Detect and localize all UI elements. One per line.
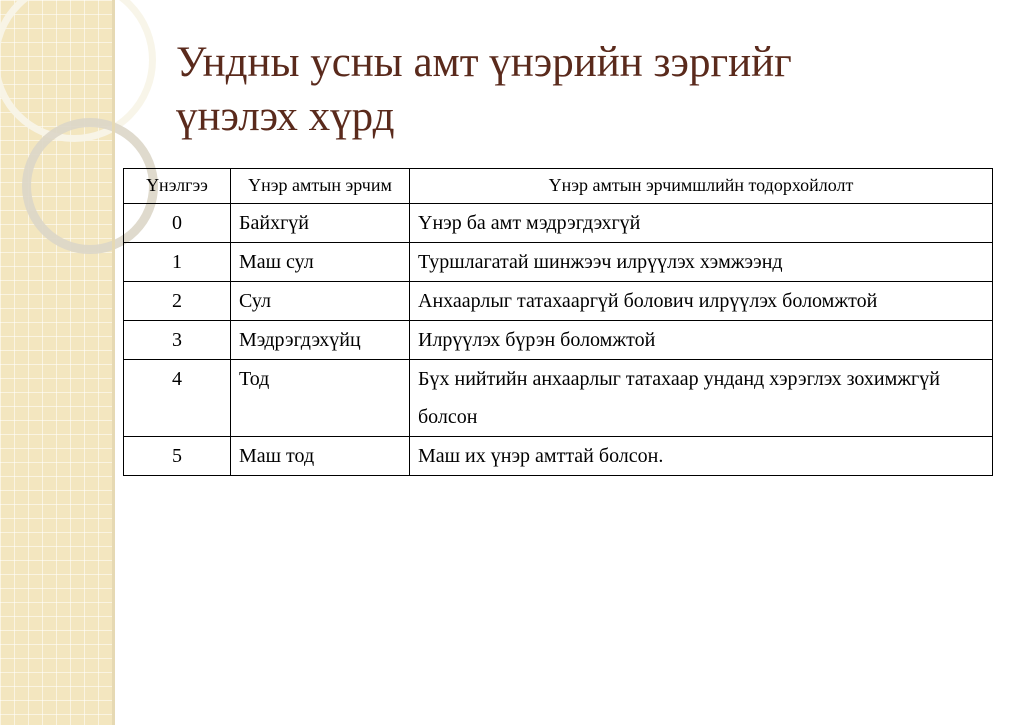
score-cell: 2 bbox=[124, 282, 231, 321]
description-cell: Анхаарлыг татахааргүй болович илрүүлэх боломжтой bbox=[410, 282, 993, 321]
intensity-cell: Байхгүй bbox=[231, 204, 410, 243]
score-cell: 4 bbox=[124, 360, 231, 437]
description-cell: Бүх нийтийн анхаарлыг татахаар унданд хэрэглэх зохимжгүй болсон bbox=[410, 360, 993, 437]
odor-taste-scale-table bbox=[123, 168, 993, 476]
score-cell: 0 bbox=[124, 204, 231, 243]
sidebar-edge bbox=[112, 0, 115, 725]
header-intensity: Үнэр амтын эрчим bbox=[231, 169, 410, 204]
intensity-cell: Маш сул bbox=[231, 243, 410, 282]
table-row bbox=[124, 243, 993, 282]
slide-title-line-1: Ундны усны амт үнэрийн зэргийг bbox=[176, 39, 792, 86]
table-row bbox=[124, 437, 993, 476]
table-row bbox=[124, 360, 993, 437]
intensity-cell: Маш тод bbox=[231, 437, 410, 476]
table-row bbox=[124, 282, 993, 321]
intensity-cell: Сул bbox=[231, 282, 410, 321]
description-cell: Маш их үнэр амттай болсон. bbox=[410, 437, 993, 476]
table-row bbox=[124, 321, 993, 360]
table-header-row bbox=[124, 169, 993, 204]
description-cell: Туршлагатай шинжээч илрүүлэх хэмжээнд bbox=[410, 243, 993, 282]
header-description: Үнэр амтын эрчимшлийн тодорхойлолт bbox=[410, 169, 993, 204]
score-cell: 3 bbox=[124, 321, 231, 360]
header-score: Үнэлгээ bbox=[124, 169, 231, 204]
description-cell: Үнэр ба амт мэдрэгдэхгүй bbox=[410, 204, 993, 243]
slide-title-line-2: үнэлэх хүрд bbox=[176, 93, 395, 140]
intensity-cell: Тод bbox=[231, 360, 410, 437]
score-cell: 5 bbox=[124, 437, 231, 476]
intensity-cell: Мэдрэгдэхүйц bbox=[231, 321, 410, 360]
table-row bbox=[124, 204, 993, 243]
description-cell: Илрүүлэх бүрэн боломжтой bbox=[410, 321, 993, 360]
decorative-sidebar bbox=[0, 0, 112, 725]
slide-title bbox=[176, 36, 976, 144]
score-cell: 1 bbox=[124, 243, 231, 282]
